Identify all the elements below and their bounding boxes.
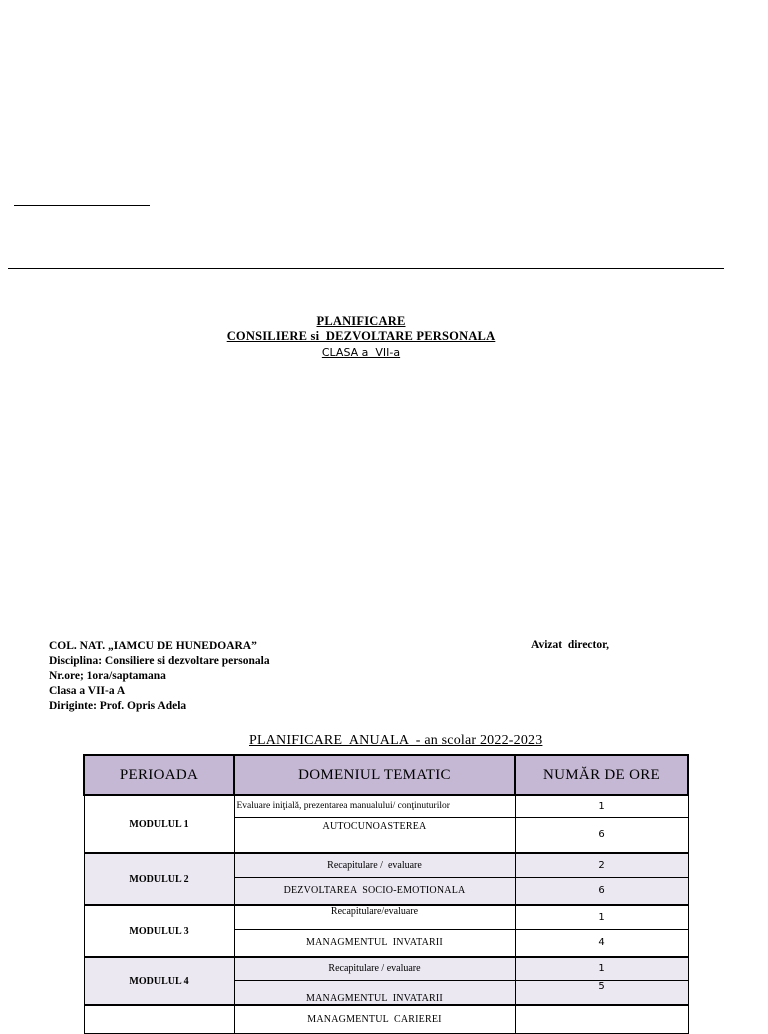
topic-cell: Recapitulare / evaluare	[234, 853, 515, 877]
class-name: Clasa a VII-a A	[49, 685, 126, 697]
school-info	[49, 639, 270, 714]
planning-table	[83, 754, 689, 1034]
topic-cell: MANAGMENTUL INVATARII	[234, 980, 515, 1005]
module-cell: MODULUL 2	[84, 853, 234, 905]
hours-per-week: Nr.ore; 1ora/saptamana	[49, 670, 166, 682]
table-row	[84, 905, 688, 929]
topic-cell: DEZVOLTAREA SOCIO-EMOTIONALA	[234, 877, 515, 905]
hours-cell: 1	[515, 795, 688, 817]
school-name: COL. NAT. „IAMCU DE HUNEDOARA”	[49, 640, 257, 652]
hours-cell: 6	[515, 877, 688, 905]
hours-cell: 4	[515, 929, 688, 957]
hours-cell	[515, 1005, 688, 1033]
hours-cell: 5	[515, 980, 688, 1005]
title-line-3: CLASA a VII-a	[321, 346, 401, 359]
signature-line	[14, 205, 150, 206]
hours-cell: 2	[515, 853, 688, 877]
topic-cell: MANAGMENTUL INVATARII	[234, 929, 515, 957]
topic-cell: Recapitulare/evaluare	[234, 905, 515, 929]
topic-cell: Recapitulare / evaluare	[234, 957, 515, 980]
module-cell: MODULUL 3	[84, 905, 234, 957]
hours-cell: 1	[515, 905, 688, 929]
header-divider	[8, 268, 724, 269]
teacher-name: Diriginte: Prof. Opris Adela	[49, 700, 187, 712]
header-period: PERIOADA	[84, 755, 234, 795]
topic-cell: AUTOCUNOASTEREA	[234, 817, 515, 853]
document-title	[0, 314, 722, 362]
table-row	[84, 853, 688, 877]
hours-cell: 6	[515, 817, 688, 853]
topic-cell: MANAGMENTUL CARIEREI	[234, 1005, 515, 1033]
table-row	[84, 795, 688, 817]
director-approval: Avizat director,	[531, 639, 610, 651]
module-cell: MODULUL 4	[84, 957, 234, 1005]
annual-plan-title: PLANIFICARE ANUALA - an scolar 2022-2023	[249, 733, 543, 748]
title-line-1: PLANIFICARE	[316, 314, 406, 328]
topic-cell: Evaluare iniţială, prezentarea manualului/ conţinuturilor	[234, 795, 515, 817]
table-row	[84, 1005, 688, 1033]
table-row	[84, 957, 688, 980]
table-header-row	[84, 755, 688, 795]
hours-cell: 1	[515, 957, 688, 980]
discipline: Disciplina: Consiliere si dezvoltare personala	[49, 655, 270, 667]
module-cell	[84, 1005, 234, 1033]
title-line-2: CONSILIERE si DEZVOLTARE PERSONALA	[226, 329, 496, 343]
header-hours: NUMĂR DE ORE	[515, 755, 688, 795]
header-theme: DOMENIUL TEMATIC	[234, 755, 515, 795]
module-cell: MODULUL 1	[84, 795, 234, 853]
